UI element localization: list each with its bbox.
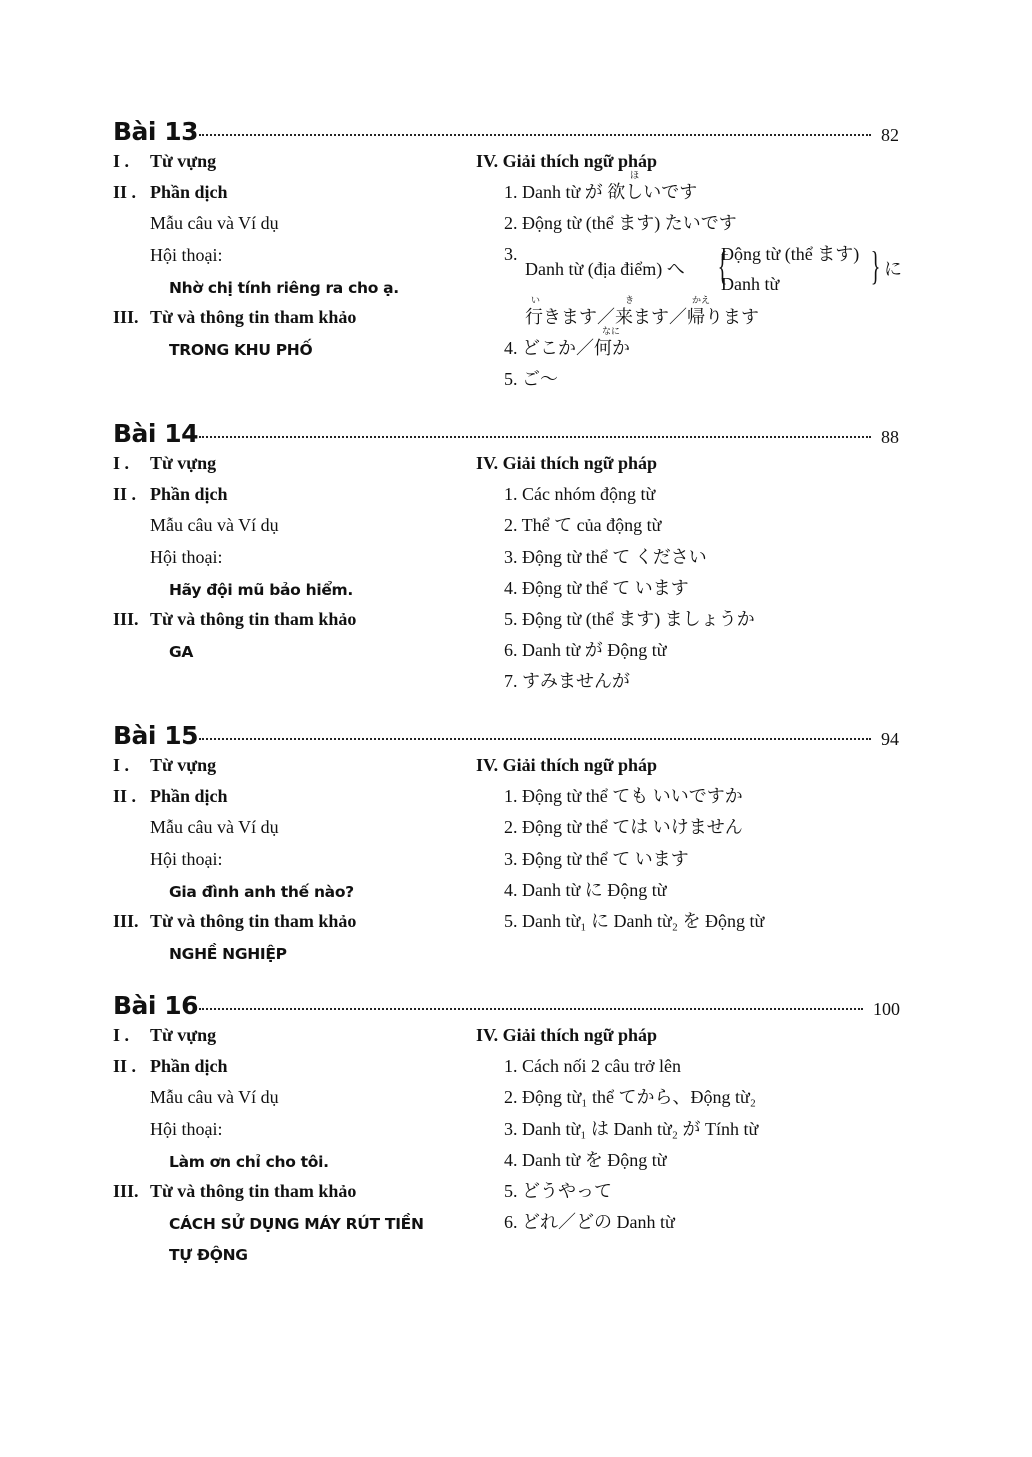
- leader-dots: [199, 134, 871, 136]
- left-entry: [113, 785, 228, 807]
- section-heading: Từ và thông tin tham khảo: [150, 911, 357, 931]
- section-heading: Phần dịch: [150, 1056, 228, 1077]
- section-number: III.: [113, 307, 139, 327]
- right-brace: }: [870, 242, 881, 288]
- reference-title: TRONG KHU PHỐ: [169, 341, 313, 360]
- left-entry: [113, 1055, 228, 1077]
- furigana: い: [531, 296, 541, 306]
- section-number: I .: [113, 151, 130, 171]
- grammar-title: IV. Giải thích ngữ pháp: [476, 1025, 658, 1045]
- grammar-item: 4. Danh từ に Động từ: [504, 879, 667, 900]
- lesson-title: Bài 14: [113, 419, 198, 448]
- section-number: III.: [113, 609, 139, 629]
- reference-title: Nhờ chị tính riêng ra cho ạ.: [169, 278, 399, 297]
- subsection-label: Mẫu câu và Ví dụ: [150, 1087, 279, 1108]
- grammar-item: 2. Động từ₁ thể てから、Động từ₂: [504, 1087, 757, 1108]
- section-number: I .: [113, 1025, 130, 1045]
- left-entry: [113, 608, 356, 630]
- grammar-item: 5. Động từ (thể ます) ましょうか: [504, 609, 755, 629]
- section-number: II .: [113, 1056, 137, 1077]
- page-number: 88: [881, 427, 899, 447]
- lesson-heading: [113, 991, 903, 1025]
- lesson-title: Bài 15: [113, 721, 198, 750]
- page-number: 100: [873, 999, 900, 1019]
- section-heading: Phần dịch: [150, 484, 228, 505]
- leader-dots: [199, 1008, 863, 1010]
- page-number: 94: [881, 729, 899, 749]
- lesson-section: [0, 419, 1032, 719]
- grammar-item: 5. どうやって: [504, 1181, 612, 1201]
- subsection-label: Hội thoại:: [150, 244, 223, 265]
- section-number: II .: [113, 786, 137, 807]
- left-entry: [113, 1024, 216, 1046]
- reference-title: NGHỀ NGHIỆP: [169, 945, 287, 964]
- grammar-item: 1. Danh từ が 欲しいです: [504, 182, 698, 203]
- grammar-item: 3. Danh từ₁ は Danh từ₂ が Tính từ: [504, 1118, 759, 1139]
- section-number: II .: [113, 484, 137, 505]
- grammar-item: 2. Thể て của động từ: [504, 515, 662, 536]
- section-heading: Phần dịch: [150, 182, 228, 203]
- grammar-item: 4. Động từ thể て います: [504, 577, 689, 598]
- section-heading: Từ vựng: [150, 453, 217, 473]
- section-heading: Phần dịch: [150, 786, 228, 807]
- left-entry: [113, 150, 216, 172]
- grammar-option: Động từ (thể ます): [721, 243, 860, 264]
- grammar-item: 6. Danh từ が Động từ: [504, 640, 667, 661]
- grammar-item: 1. Các nhóm động từ: [504, 484, 656, 505]
- grammar-title: IV. Giải thích ngữ pháp: [476, 755, 658, 775]
- left-entry: [113, 306, 356, 328]
- leader-dots: [199, 436, 871, 438]
- grammar-item: 2. Động từ (thể ます) たいです: [504, 213, 737, 234]
- grammar-item: Danh từ (địa điểm) へ: [525, 258, 685, 279]
- lesson-section: [0, 117, 1032, 417]
- page-number: 82: [881, 125, 899, 145]
- reference-title: Hãy đội mũ bảo hiểm.: [169, 580, 353, 599]
- left-entry: [113, 452, 216, 474]
- section-number: II .: [113, 182, 137, 203]
- grammar-item: 4. Danh từ を Động từ: [504, 1149, 667, 1170]
- section-number: III.: [113, 1181, 139, 1201]
- subsection-label: Hội thoại:: [150, 848, 223, 869]
- furigana: ほ: [630, 171, 640, 182]
- subsection-label: Hội thoại:: [150, 546, 223, 567]
- reference-title: CÁCH SỬ DỤNG MÁY RÚT TIỀN: [169, 1215, 424, 1234]
- grammar-item: 4. どこか／何か: [504, 338, 630, 359]
- lesson-title: Bài 16: [113, 991, 198, 1020]
- section-heading: Từ vựng: [150, 755, 217, 775]
- subsection-label: Mẫu câu và Ví dụ: [150, 213, 279, 234]
- lesson-title: Bài 13: [113, 117, 198, 146]
- grammar-item-number: 3.: [504, 243, 518, 264]
- section-heading: Từ và thông tin tham khảo: [150, 307, 357, 327]
- reference-title: GA: [169, 643, 194, 662]
- lesson-section: [0, 991, 1032, 1291]
- grammar-item: 5. Danh từ₁ に Danh từ₂ を Động từ: [504, 911, 765, 931]
- left-entry: [113, 1180, 356, 1202]
- left-brace: {: [717, 242, 728, 288]
- section-heading: Từ vựng: [150, 1025, 217, 1045]
- grammar-item: 1. Động từ thể ても いいですか: [504, 786, 743, 807]
- grammar-item: 5. ご～: [504, 369, 558, 390]
- grammar-item: 6. どれ／どの Danh từ: [504, 1212, 675, 1233]
- lesson-heading: [113, 419, 903, 453]
- section-number: I .: [113, 755, 130, 775]
- leader-dots: [199, 738, 871, 740]
- section-heading: Từ vựng: [150, 151, 217, 171]
- subsection-label: Mẫu câu và Ví dụ: [150, 817, 279, 838]
- grammar-item: 7. すみませんが: [504, 671, 630, 692]
- section-heading: Từ và thông tin tham khảo: [150, 609, 357, 629]
- section-heading: Từ và thông tin tham khảo: [150, 1181, 357, 1201]
- lesson-section: [0, 721, 1032, 1021]
- subsection-label: Mẫu câu và Ví dụ: [150, 515, 279, 536]
- grammar-item: 行きます／来ます／帰ります: [525, 307, 759, 327]
- lesson-heading: [113, 117, 903, 151]
- grammar-item: 2. Động từ thể ては いけません: [504, 817, 743, 838]
- left-entry: [113, 754, 216, 776]
- left-entry: [113, 910, 356, 932]
- furigana: き: [625, 296, 635, 306]
- section-number: I .: [113, 453, 130, 473]
- section-number: III.: [113, 911, 139, 931]
- furigana: かえ: [692, 296, 711, 306]
- grammar-item: 3. Động từ thể て います: [504, 848, 689, 869]
- grammar-title: IV. Giải thích ngữ pháp: [476, 151, 658, 171]
- furigana: なに: [602, 327, 621, 338]
- grammar-particle: に: [884, 258, 902, 279]
- grammar-item: 1. Cách nối 2 câu trở lên: [504, 1056, 681, 1077]
- grammar-option: Danh từ: [721, 273, 780, 294]
- reference-title: Gia đình anh thế nào?: [169, 882, 354, 901]
- left-entry: [113, 483, 228, 505]
- lesson-heading: [113, 721, 903, 755]
- subsection-label: Hội thoại:: [150, 1118, 223, 1139]
- reference-title: TỰ ĐỘNG: [169, 1246, 248, 1265]
- grammar-item: 3. Động từ thể て ください: [504, 546, 707, 567]
- grammar-title: IV. Giải thích ngữ pháp: [476, 453, 658, 473]
- left-entry: [113, 181, 228, 203]
- reference-title: Làm ơn chỉ cho tôi.: [169, 1152, 329, 1171]
